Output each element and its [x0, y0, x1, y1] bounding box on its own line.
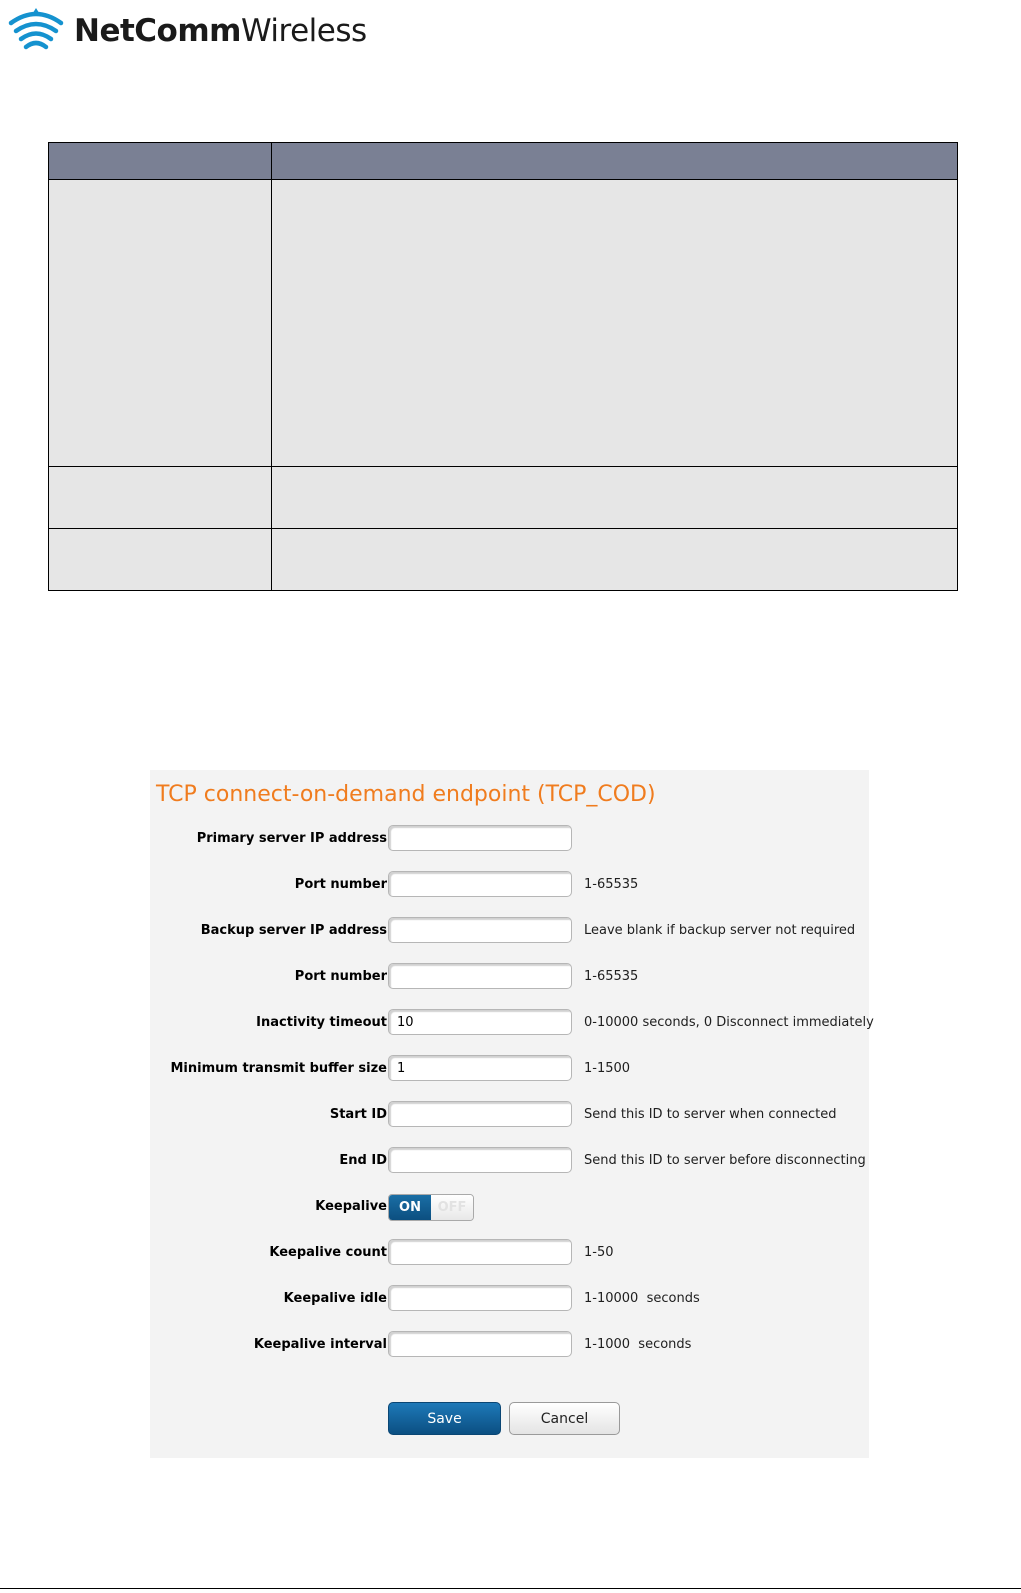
brand-name: NetCommWireless [74, 12, 367, 49]
netcomm-logo [8, 6, 367, 56]
cancel-button[interactable]: Cancel [509, 1402, 620, 1435]
table-cell [49, 529, 272, 591]
field-label: Keepalive idle [283, 1291, 387, 1306]
wireless-signal-icon [8, 7, 64, 55]
keepalive-toggle[interactable] [388, 1194, 474, 1221]
table-row [49, 180, 958, 467]
page-footer-divider [0, 1588, 1021, 1589]
table-cell [272, 180, 958, 467]
field-hint: Send this ID to server before disconnecting [584, 1153, 866, 1168]
primary-server-row [150, 825, 869, 853]
end-id-input[interactable] [388, 1147, 572, 1173]
start-id-row [150, 1101, 869, 1129]
start-id-input[interactable] [388, 1101, 572, 1127]
backup-server-ip-input[interactable] [388, 917, 572, 943]
backup-server-row [150, 917, 869, 945]
table-cell [49, 180, 272, 467]
keepalive-interval-row [150, 1331, 869, 1359]
field-hint: 1-65535 [584, 877, 639, 892]
keepalive-count-input[interactable] [388, 1239, 572, 1265]
field-hint: 0-10000 seconds, 0 Disconnect immediately [584, 1015, 874, 1030]
table-header-row [49, 143, 958, 180]
field-label: Keepalive count [269, 1245, 387, 1260]
field-label: Start ID [329, 1107, 387, 1122]
field-label: Port number [294, 877, 387, 892]
keepalive-idle-input[interactable] [388, 1285, 572, 1311]
backup-port-row [150, 963, 869, 991]
keepalive-idle-row [150, 1285, 869, 1313]
field-label: End ID [339, 1153, 387, 1168]
field-hint: 1-50 [584, 1245, 614, 1260]
table-cell [272, 529, 958, 591]
table-header-cell [272, 143, 958, 180]
keepalive-row [150, 1193, 869, 1221]
field-label: Backup server IP address [200, 923, 387, 938]
field-label: Keepalive [315, 1199, 387, 1214]
field-hint: 1-10000 seconds [584, 1291, 700, 1306]
tcp-cod-form-panel [150, 770, 874, 1458]
end-id-row [150, 1147, 869, 1175]
keepalive-count-row [150, 1239, 869, 1267]
table-cell [49, 467, 272, 529]
settings-description-table [48, 142, 958, 591]
field-hint: 1-65535 [584, 969, 639, 984]
backup-port-input[interactable] [388, 963, 572, 989]
field-hint: 1-1000 seconds [584, 1337, 692, 1352]
field-hint: Send this ID to server when connected [584, 1107, 837, 1122]
field-label: Minimum transmit buffer size [170, 1061, 387, 1076]
table-row [49, 467, 958, 529]
save-button[interactable]: Save [388, 1402, 501, 1435]
field-hint: 1-1500 [584, 1061, 631, 1076]
primary-port-input[interactable] [388, 871, 572, 897]
table-cell [272, 467, 958, 529]
min-buffer-row [150, 1055, 869, 1083]
form-title: TCP connect-on-demand endpoint (TCP_COD) [156, 782, 656, 807]
toggle-off-label: OFF [431, 1195, 473, 1220]
min-transmit-buffer-input[interactable]: 1 [388, 1055, 572, 1081]
keepalive-interval-input[interactable] [388, 1331, 572, 1357]
field-label: Keepalive interval [253, 1337, 387, 1352]
table-header-cell [49, 143, 272, 180]
field-label: Port number [294, 969, 387, 984]
primary-server-ip-input[interactable] [388, 825, 572, 851]
field-hint: Leave blank if backup server not required [584, 923, 856, 938]
inactivity-timeout-input[interactable]: 10 [388, 1009, 572, 1035]
primary-port-row [150, 871, 869, 899]
field-label: Primary server IP address [196, 831, 387, 846]
field-label: Inactivity timeout [256, 1015, 387, 1030]
table-row [49, 529, 958, 591]
inactivity-timeout-row [150, 1009, 874, 1037]
toggle-on-label: ON [389, 1195, 431, 1220]
